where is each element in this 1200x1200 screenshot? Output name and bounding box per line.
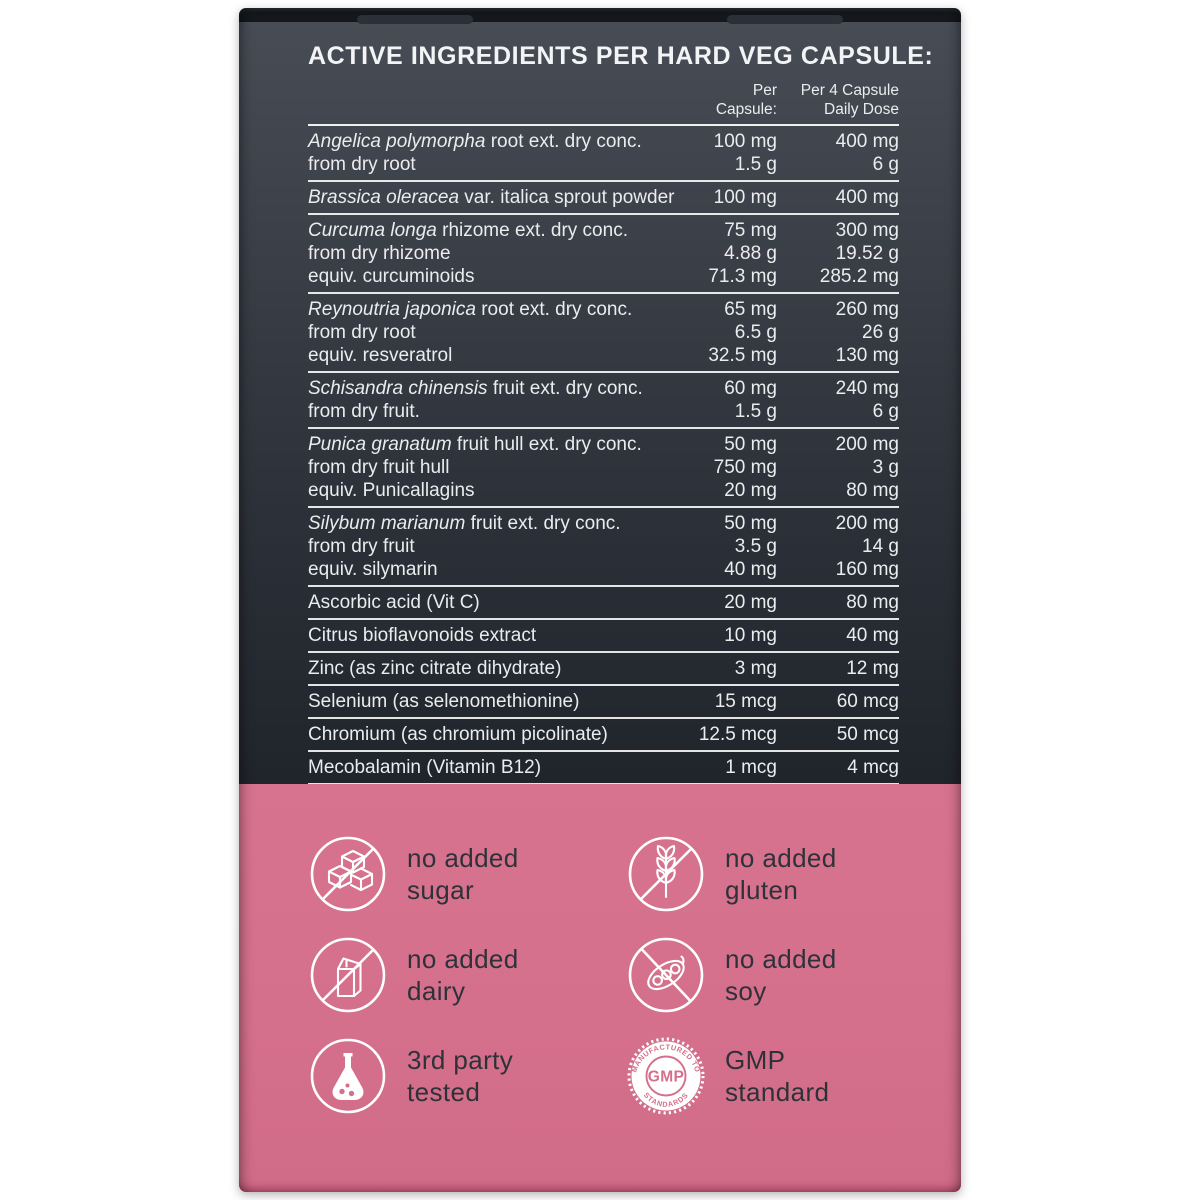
ingredient-line xyxy=(308,400,899,423)
per-capsule-value: 60 mg xyxy=(724,378,777,399)
col-per-capsule: Per Capsule: xyxy=(715,82,777,118)
per-capsule-value: 1.5 g xyxy=(734,401,777,422)
badge-label: no added dairy xyxy=(407,944,519,1006)
ingredient-name: equiv. resveratrol xyxy=(308,345,453,366)
daily-dose-value: 50 mcg xyxy=(836,724,899,745)
ingredient-line xyxy=(308,130,899,153)
ingredient-line xyxy=(308,756,899,779)
daily-dose-value: 26 g xyxy=(862,322,899,343)
per-capsule-value: 50 mg xyxy=(724,434,777,455)
ingredient-name: Curcuma longa rhizome ext. dry conc. xyxy=(308,220,628,241)
ingredient-line xyxy=(308,512,899,535)
badge-no-gluten xyxy=(626,834,911,914)
ingredient-line xyxy=(308,535,899,558)
no-gluten-icon xyxy=(626,834,706,914)
ingredient-row xyxy=(308,294,899,373)
per-capsule-value: 32.5 mg xyxy=(708,345,777,366)
daily-dose-value: 3 g xyxy=(872,457,899,478)
ingredient-line xyxy=(308,456,899,479)
ingredient-name: from dry fruit. xyxy=(308,401,420,422)
ingredient-name: from dry root xyxy=(308,322,416,343)
daily-dose-value: 400 mg xyxy=(835,131,899,152)
ingredient-name: Brassica oleracea var. italica sprout powder xyxy=(308,187,675,208)
per-capsule-value: 71.3 mg xyxy=(708,266,777,287)
badge-label: GMP standard xyxy=(725,1045,830,1107)
per-capsule-value: 50 mg xyxy=(724,513,777,534)
ingredient-line xyxy=(308,433,899,456)
ingredient-name: Schisandra chinensis fruit ext. dry conc. xyxy=(308,378,643,399)
per-capsule-value: 40 mg xyxy=(724,559,777,580)
table-header xyxy=(308,81,899,126)
daily-dose-value: 80 mg xyxy=(846,480,899,501)
ingredient-row xyxy=(308,373,899,429)
ingredient-line xyxy=(308,344,899,367)
badge-gmp-standard xyxy=(626,1036,911,1116)
flap-notch xyxy=(357,15,473,24)
ingredient-line xyxy=(308,558,899,581)
ingredient-line xyxy=(308,298,899,321)
daily-dose-value: 12 mg xyxy=(846,658,899,679)
per-capsule-value: 750 mg xyxy=(713,457,777,478)
per-capsule-value: 12.5 mcg xyxy=(698,724,777,745)
seal-top-text: MANUFACTURED TO xyxy=(629,1042,703,1074)
per-capsule-value: 4.88 g xyxy=(724,243,777,264)
per-capsule-value: 1.5 g xyxy=(734,154,777,175)
seal-bottom-text: STANDARDS xyxy=(641,1090,691,1109)
ingredient-name: Silybum marianum fruit ext. dry conc. xyxy=(308,513,621,534)
daily-dose-value: 260 mg xyxy=(835,299,899,320)
daily-dose-value: 285.2 mg xyxy=(819,266,899,287)
gmp-seal-icon xyxy=(626,1036,706,1116)
lab-flask-icon xyxy=(308,1036,388,1116)
daily-dose-value: 200 mg xyxy=(835,513,899,534)
ingredient-row xyxy=(308,653,899,686)
ingredient-name: equiv. Punicallagins xyxy=(308,480,475,501)
seal-center-text: GMP xyxy=(647,1068,685,1086)
per-capsule-value: 65 mg xyxy=(724,299,777,320)
ingredient-line xyxy=(308,657,899,680)
badges-panel xyxy=(239,784,961,1192)
ingredient-row xyxy=(308,429,899,508)
per-capsule-value: 75 mg xyxy=(724,220,777,241)
ingredient-name: from dry fruit hull xyxy=(308,457,450,478)
per-capsule-value: 100 mg xyxy=(713,187,777,208)
ingredient-name: Zinc (as zinc citrate dihydrate) xyxy=(308,658,562,679)
no-soy-icon xyxy=(626,935,706,1015)
badge-label: no added soy xyxy=(725,944,837,1006)
ingredient-name: Angelica polymorpha root ext. dry conc. xyxy=(308,131,642,152)
ingredient-name: from dry rhizome xyxy=(308,243,451,264)
badge-no-soy xyxy=(626,935,911,1015)
ingredient-row xyxy=(308,508,899,587)
badge-label: no added gluten xyxy=(725,843,837,905)
box-top-flap xyxy=(239,8,961,22)
ingredient-name: Ascorbic acid (Vit C) xyxy=(308,592,480,613)
panel-title: ACTIVE INGREDIENTS PER HARD VEG CAPSULE: xyxy=(308,42,934,70)
ingredient-line xyxy=(308,242,899,265)
ingredient-line xyxy=(308,690,899,713)
daily-dose-value: 40 mg xyxy=(846,625,899,646)
ingredient-line xyxy=(308,153,899,176)
per-capsule-value: 10 mg xyxy=(724,625,777,646)
daily-dose-value: 130 mg xyxy=(835,345,899,366)
daily-dose-value: 14 g xyxy=(862,536,899,557)
ingredient-name: Reynoutria japonica root ext. dry conc. xyxy=(308,299,633,320)
per-capsule-value: 1 mcg xyxy=(725,757,777,778)
daily-dose-value: 300 mg xyxy=(835,220,899,241)
per-capsule-value: 3.5 g xyxy=(734,536,777,557)
ingredient-name: Selenium (as selenomethionine) xyxy=(308,691,580,712)
ingredient-name: equiv. curcuminoids xyxy=(308,266,475,287)
ingredient-row xyxy=(308,620,899,653)
per-capsule-value: 100 mg xyxy=(713,131,777,152)
flap-notch xyxy=(727,15,843,24)
badge-no-sugar xyxy=(308,834,626,914)
ingredient-name: from dry root xyxy=(308,154,416,175)
col-daily-dose: Per 4 Capsule Daily Dose xyxy=(800,82,899,118)
per-capsule-value: 20 mg xyxy=(724,592,777,613)
daily-dose-value: 6 g xyxy=(872,154,899,175)
badge-label: no added sugar xyxy=(407,843,519,905)
ingredient-line xyxy=(308,186,899,209)
ingredients-panel xyxy=(239,22,961,784)
ingredients-table-body xyxy=(308,126,899,785)
daily-dose-value: 160 mg xyxy=(835,559,899,580)
ingredient-row xyxy=(308,752,899,785)
ingredient-name: Mecobalamin (Vitamin B12) xyxy=(308,757,542,778)
daily-dose-value: 400 mg xyxy=(835,187,899,208)
daily-dose-value: 240 mg xyxy=(835,378,899,399)
ingredient-line xyxy=(308,265,899,288)
ingredient-line xyxy=(308,591,899,614)
ingredient-line xyxy=(308,624,899,647)
no-sugar-icon xyxy=(308,834,388,914)
per-capsule-value: 20 mg xyxy=(724,480,777,501)
badges-grid xyxy=(308,834,911,1116)
product-box-back xyxy=(239,8,961,1192)
ingredient-row xyxy=(308,719,899,752)
no-dairy-icon xyxy=(308,935,388,1015)
badge-no-dairy xyxy=(308,935,626,1015)
ingredient-row xyxy=(308,686,899,719)
daily-dose-value: 200 mg xyxy=(835,434,899,455)
ingredient-row xyxy=(308,587,899,620)
daily-dose-value: 80 mg xyxy=(846,592,899,613)
ingredient-name: Citrus bioflavonoids extract xyxy=(308,625,537,646)
ingredient-line xyxy=(308,723,899,746)
ingredient-row xyxy=(308,182,899,215)
per-capsule-value: 6.5 g xyxy=(734,322,777,343)
daily-dose-value: 60 mcg xyxy=(836,691,899,712)
badge-3rd-party-tested xyxy=(308,1036,626,1116)
ingredient-name: Punica granatum fruit hull ext. dry conc. xyxy=(308,434,642,455)
ingredient-line xyxy=(308,219,899,242)
daily-dose-value: 6 g xyxy=(872,401,899,422)
ingredient-name: from dry fruit xyxy=(308,536,415,557)
ingredient-name: Chromium (as chromium picolinate) xyxy=(308,724,608,745)
ingredient-row xyxy=(308,126,899,182)
ingredient-row xyxy=(308,215,899,294)
ingredient-line xyxy=(308,479,899,502)
daily-dose-value: 19.52 g xyxy=(835,243,899,264)
daily-dose-value: 4 mcg xyxy=(847,757,899,778)
per-capsule-value: 15 mcg xyxy=(714,691,777,712)
per-capsule-value: 3 mg xyxy=(734,658,777,679)
ingredient-line xyxy=(308,321,899,344)
ingredient-line xyxy=(308,377,899,400)
ingredient-name: equiv. silymarin xyxy=(308,559,438,580)
badge-label: 3rd party tested xyxy=(407,1045,514,1107)
